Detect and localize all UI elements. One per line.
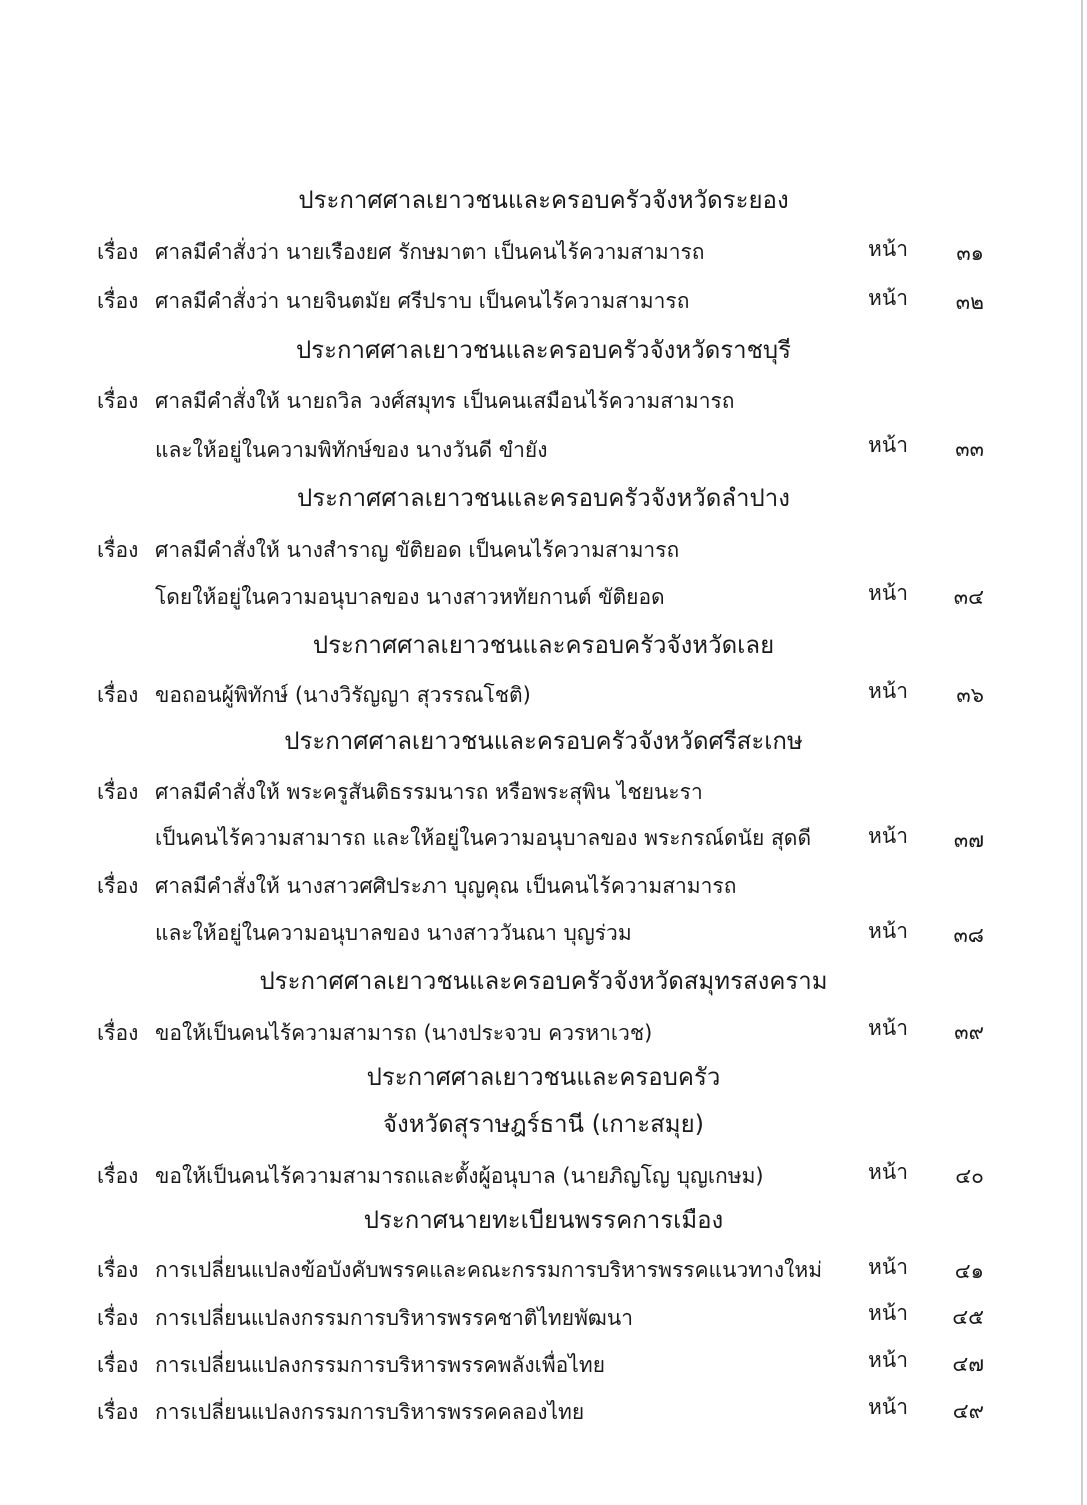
entry-label: เรื่อง [97,1164,139,1188]
section-heading: ประกาศศาลเยาวชนและครอบครัวจังหวัดลำปาง [297,484,790,512]
section-heading: จังหวัดสุราษฎร์ธานี (เกาะสมุย) [382,1110,705,1138]
section-heading: ประกาศนายทะเบียนพรรคการเมือง [363,1206,724,1234]
entry-label: เรื่อง [97,538,139,562]
entry-text: โดยให้อยู่ในความอนุบาลของ นางสาวหทัยกานต์ ขัติยอด [155,585,665,609]
page-number: ๓๖ [956,683,984,707]
entry-text: เป็นคนไร้ความสามารถ และให้อยู่ในความอนุบาลของ พระกรณ์ดนัย สุดดี [155,826,812,850]
page-label: หน้า [868,433,908,457]
entry-text: การเปลี่ยนแปลงข้อบังคับพรรคและคณะกรรมการบริหารพรรคแนวทางใหม่ [155,1258,823,1282]
entry-label: เรื่อง [97,780,139,804]
entry-text: ศาลมีคำสั่งให้ พระครูสันติธรรมนารถ หรือพระสุพิน ไชยนะรา [155,780,703,804]
entry-label: เรื่อง [97,1400,139,1424]
page-number: ๔๐ [955,1164,984,1188]
page-number: ๔๙ [952,1399,984,1423]
entry-text: ศาลมีคำสั่งให้ นายถวิล วงศ์สมุทร เป็นคนเสมือนไร้ความสามารถ [155,389,735,413]
page-label: หน้า [868,1348,908,1372]
page-label: หน้า [868,1301,908,1325]
page-label: หน้า [868,1395,908,1419]
section-heading: ประกาศศาลเยาวชนและครอบครัว [366,1063,721,1091]
page-label: หน้า [868,286,908,310]
entry-label: เรื่อง [97,874,139,898]
entry-text: และให้อยู่ในความพิทักษ์ของ นางวันดี ขำยัง [155,438,548,462]
page-number: ๓๓ [955,437,984,461]
page-number: ๓๗ [953,828,984,852]
page-label: หน้า [868,237,908,261]
page-number: ๓๑ [956,241,984,265]
page-label: หน้า [868,1160,908,1184]
entry-text: การเปลี่ยนแปลงกรรมการบริหารพรรคพลังเพื่อไทย [155,1353,605,1377]
page-number: ๓๔ [953,585,984,609]
page-label: หน้า [868,919,908,943]
entry-label: เรื่อง [97,1258,139,1282]
page-number: ๓๒ [955,290,984,314]
section-heading: ประกาศศาลเยาวชนและครอบครัวจังหวัดเลย [312,631,775,659]
entry-label: เรื่อง [97,240,139,264]
page-number: ๔๕ [952,1305,984,1329]
entry-text: ขอให้เป็นคนไร้ความสามารถ (นางประจวบ ควรหาเวช) [155,1021,653,1045]
page-label: หน้า [868,1016,908,1040]
page-number: ๔๑ [954,1259,984,1283]
section-heading: ประกาศศาลเยาวชนและครอบครัวจังหวัดระยอง [298,186,789,214]
page-label: หน้า [868,824,908,848]
entry-text: ศาลมีคำสั่งว่า นายเรืองยศ รักษมาตา เป็นคนไร้ความสามารถ [155,240,705,264]
entry-label: เรื่อง [97,389,139,413]
entry-label: เรื่อง [97,683,139,707]
entry-label: เรื่อง [97,1306,139,1330]
section-heading: ประกาศศาลเยาวชนและครอบครัวจังหวัดราชบุรี [295,336,792,364]
entry-label: เรื่อง [97,289,139,313]
page-label: หน้า [868,581,908,605]
page-label: หน้า [868,679,908,703]
section-heading: ประกาศศาลเยาวชนและครอบครัวจังหวัดสมุทรสงคราม [259,967,828,995]
entry-text: การเปลี่ยนแปลงกรรมการบริหารพรรคคลองไทย [155,1400,585,1424]
entry-text: ศาลมีคำสั่งให้ นางสำราญ ขัติยอด เป็นคนไร้ความสามารถ [155,538,680,562]
entry-text: ศาลมีคำสั่งว่า นายจินตมัย ศรีปราบ เป็นคนไร้ความสามารถ [155,289,690,313]
page-label: หน้า [868,1255,908,1279]
entry-text: ศาลมีคำสั่งให้ นางสาวศศิประภา บุญคุณ เป็นคนไร้ความสามารถ [155,874,737,898]
entry-label: เรื่อง [97,1353,139,1377]
entry-text: ขอให้เป็นคนไร้ความสามารถและตั้งผู้อนุบาล (นายภิญโญ บุญเกษม) [155,1164,764,1188]
page-number: ๔๗ [952,1352,984,1376]
entry-text: และให้อยู่ในความอนุบาลของ นางสาววันณา บุญร่วม [155,921,632,945]
page-number: ๓๙ [954,1020,984,1044]
entry-text: ขอถอนผู้พิทักษ์ (นางวิรัญญา สุวรรณโชติ) [155,683,531,707]
entry-text: การเปลี่ยนแปลงกรรมการบริหารพรรคชาติไทยพัฒนา [155,1306,634,1330]
page-number: ๓๘ [953,923,984,947]
entry-label: เรื่อง [97,1021,139,1045]
section-heading: ประกาศศาลเยาวชนและครอบครัวจังหวัดศรีสะเกษ [284,727,803,755]
